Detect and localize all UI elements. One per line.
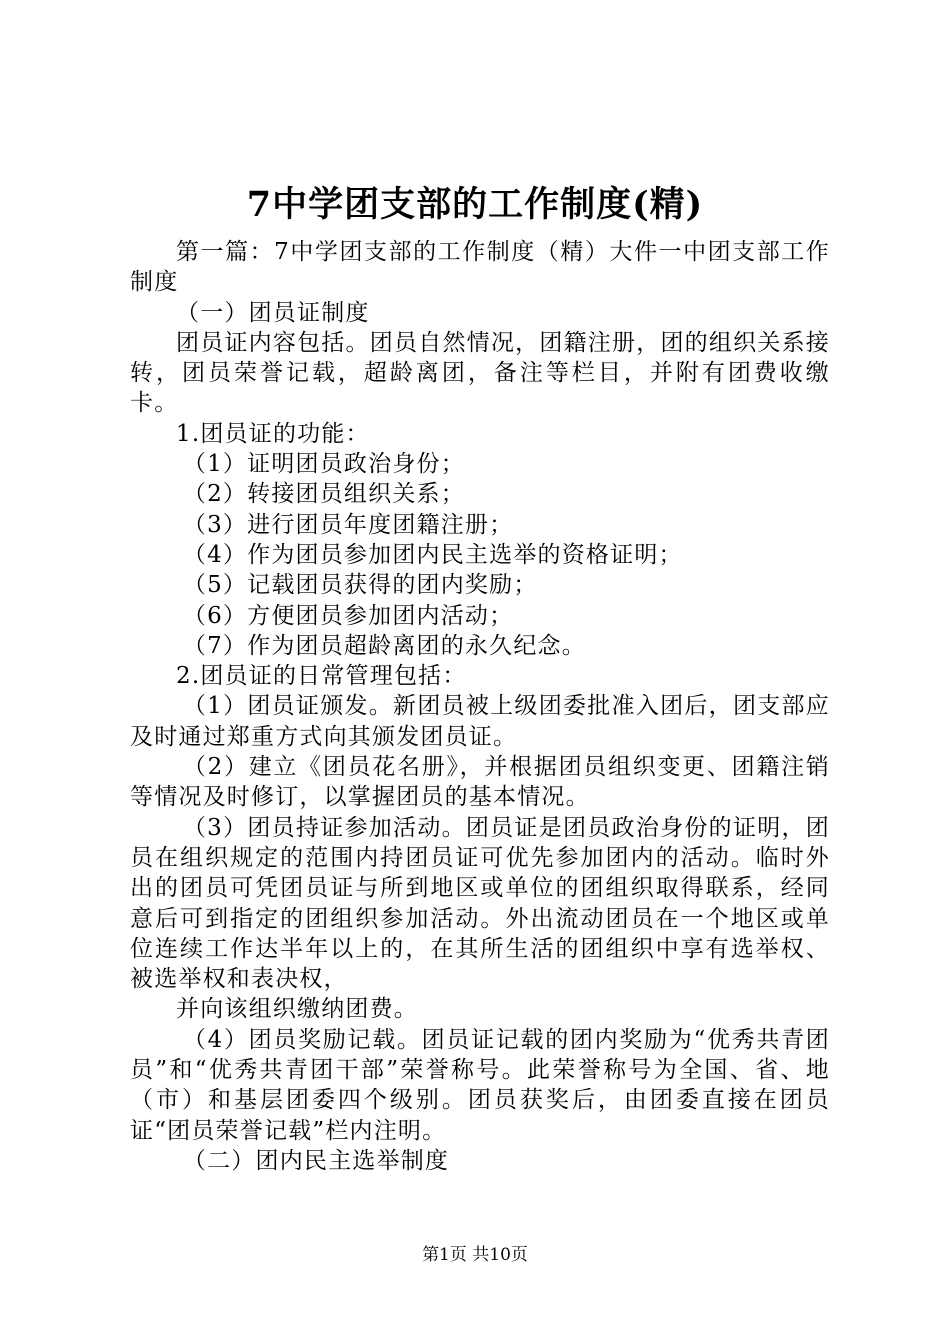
section-heading: （二）团内民主选举制度 bbox=[182, 1147, 450, 1174]
paragraph: （2）建立《团员花名册》，并根据团员组织变更、团籍注销等情况及时修订，以掌握团员的基本情况。 bbox=[130, 754, 830, 811]
paragraph: （4）团员奖励记载。团员证记载的团内奖励为“优秀共青团员”和“优秀共青团干部”荣誉称号。此荣誉称号为全国、省、地（市）和基层团委四个级别。团员获奖后，由团委直接在团员证“团员荣誉记载”栏内注明。 bbox=[130, 1026, 830, 1144]
document-body bbox=[130, 237, 830, 1176]
paragraph: （1）团员证颁发。新团员被上级团委批准入团后，团支部应及时通过郑重方式向其颁发团员证。 bbox=[130, 693, 830, 750]
paragraph: （一）团员证制度 bbox=[176, 299, 370, 326]
paragraph: 并向该组织缴纳团费。 bbox=[176, 996, 418, 1023]
paragraph: 团员证内容包括。团员自然情况，团籍注册，团的组织关系接转，团员荣誉记载，超龄离团，备注等栏目，并附有团费收缴卡。 bbox=[130, 329, 830, 417]
page-number: 第1页 共10页 bbox=[422, 1245, 528, 1265]
list-item: （5）记载团员获得的团内奖励； bbox=[182, 572, 538, 599]
paragraph: 第一篇：7中学团支部的工作制度（精）大件一中团支部工作制度 bbox=[130, 239, 830, 296]
list-item: （1）证明团员政治身份； bbox=[182, 451, 465, 478]
document-title: 7中学团支部的工作制度(精) bbox=[246, 184, 704, 225]
list-item: （3）进行团员年度团籍注册； bbox=[182, 511, 514, 538]
paragraph: 2.团员证的日常管理包括： bbox=[176, 663, 467, 690]
list-item: （2）转接团员组织关系； bbox=[182, 481, 465, 508]
paragraph: （3）团员持证参加活动。团员证是团员政治身份的证明，团员在组织规定的范围内持团员证可优先参加团内的活动。临时外出的团员可凭团员证与所到地区或单位的团组织取得联系，经同意后可到指定的团组织参加活动。外出流动团员在一个地区或单位连续工作达半年以上的，在其所生活的团组织中享有选举权、被选举权和表决权， bbox=[130, 814, 830, 993]
list-item: （4）作为团员参加团内民主选举的资格证明； bbox=[182, 541, 683, 568]
list-item: （6）方便团员参加团内活动； bbox=[182, 602, 514, 629]
list-item: （7）作为团员超龄离团的永久纪念。 bbox=[182, 632, 586, 659]
paragraph: 1.团员证的功能： bbox=[176, 420, 370, 447]
